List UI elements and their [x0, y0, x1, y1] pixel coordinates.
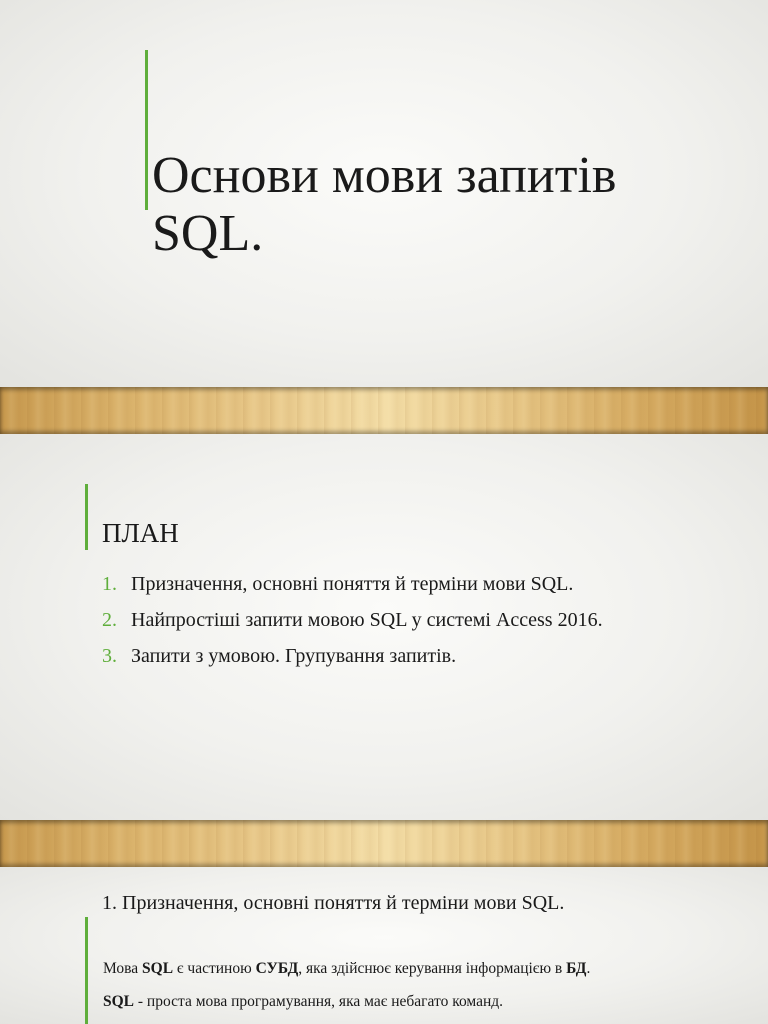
plan-item-text: Найпростіші запити мовою SQL у системі Access 2016. [131, 609, 603, 631]
text-run: Мова [103, 960, 143, 977]
slide-1-title-line-2: SQL. [152, 205, 264, 262]
text-run: - проста мова програмування, яка має небагато команд. [134, 993, 504, 1010]
slide-3-paragraph-1 [103, 959, 753, 979]
heading-accent-bar [85, 917, 88, 1024]
text-run: є частиною [173, 960, 256, 977]
plan-item-number: 1. [102, 573, 117, 595]
bold-term-sql: SQL [142, 960, 174, 977]
wood-separator-2 [0, 820, 768, 867]
text-run: . [586, 960, 591, 977]
plan-item-3 [102, 640, 702, 672]
plan-item-text: Запити з умовою. Групування запитів. [131, 645, 457, 667]
heading-accent-bar [85, 484, 88, 550]
slide-1-title [152, 147, 616, 263]
plan-item-2 [102, 604, 702, 636]
plan-item-number: 2. [102, 609, 117, 631]
bold-term-db: БД [566, 960, 587, 977]
wood-separator-1 [0, 387, 768, 434]
bold-term-dbms: СУБД [255, 960, 299, 977]
slide-3-heading: 1. Призначення, основні поняття й терміни мови SQL. [102, 892, 565, 914]
plan-item-text: Призначення, основні поняття й терміни мови SQL. [131, 573, 574, 595]
plan-heading: ПЛАН [102, 518, 179, 548]
text-run: , яка здійснює керування інформацією в [298, 960, 567, 977]
slide-1 [0, 0, 768, 387]
slide-1-title-line-1: Основи мови запитів [152, 147, 617, 204]
plan-list [102, 568, 702, 676]
title-accent-bar [145, 50, 148, 210]
plan-item-number: 3. [102, 645, 117, 667]
plan-item-1 [102, 568, 702, 600]
bold-term-sql: SQL [103, 993, 135, 1010]
slide-3-paragraph-2 [103, 992, 753, 1012]
